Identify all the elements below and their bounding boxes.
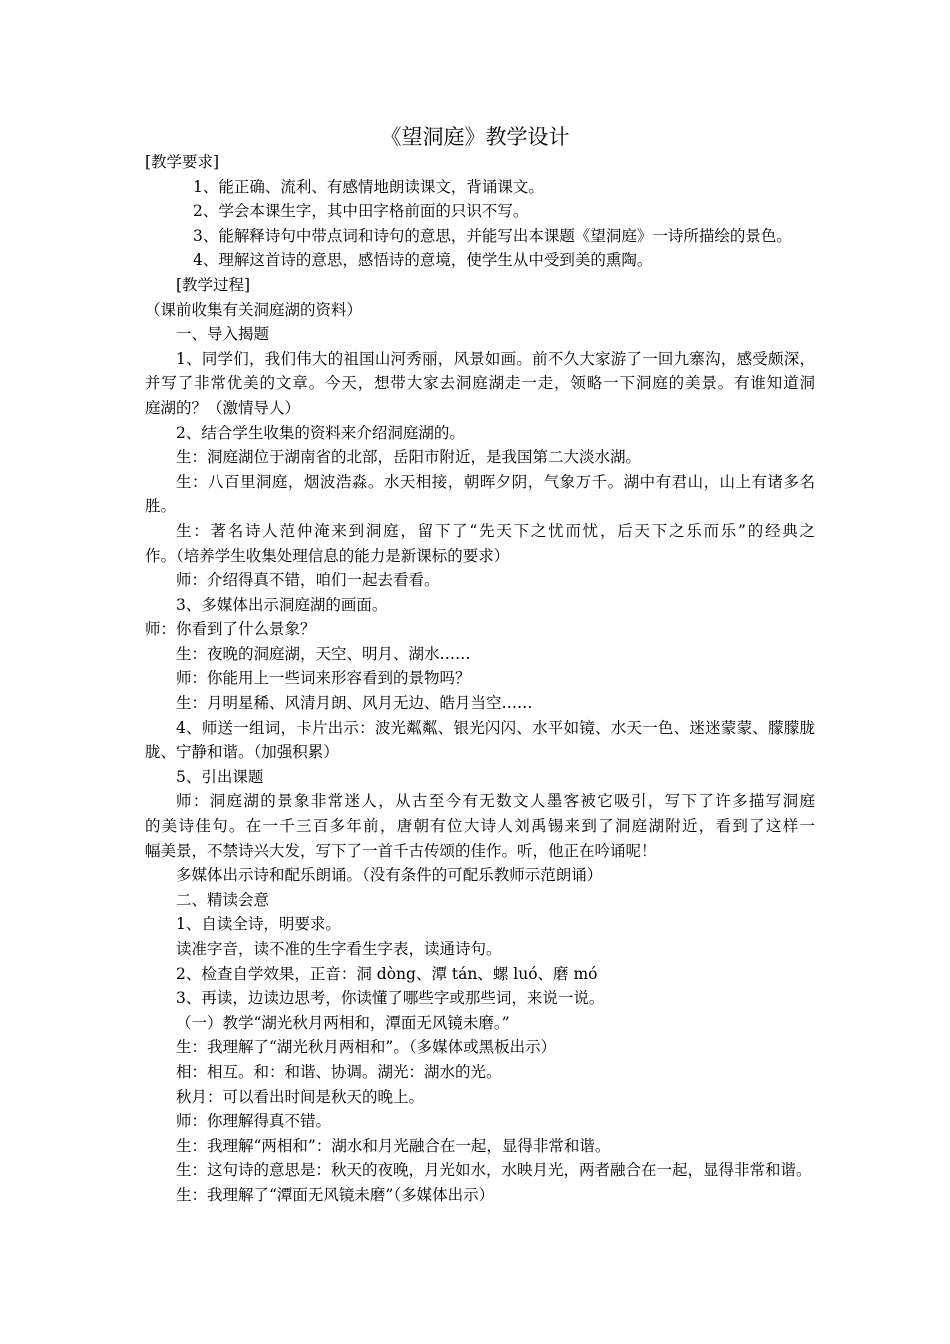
paragraph-line: 师：你理解得真不错。 xyxy=(176,1112,332,1131)
requirement-item: 2、学会本课生字，其中田字格前面的只识不写。 xyxy=(193,202,529,221)
paragraph-line: 生：著名诗人范仲淹来到洞庭，留下了“先天下之忧而忧，后天下之乐而乐”的经典之 xyxy=(176,521,815,540)
requirement-item: 4、理解这首诗的意思，感悟诗的意境，使学生从中受到美的熏陶。 xyxy=(193,251,653,270)
paragraph-line: 2、结合学生收集的资料来介绍洞庭湖的。 xyxy=(176,423,465,442)
paragraph-line: 作。（培养学生收集处理信息的能力是新课标的要求） xyxy=(145,546,510,565)
document-body xyxy=(145,150,815,1208)
requirement-item: 1、能正确、流利、有感情地朗读课文，背诵课文。 xyxy=(193,177,544,196)
paragraph-line: （课前收集有关洞庭湖的资料） xyxy=(145,300,363,319)
paragraph-line: 生：我理解了“潭面无风镜未磨”（多媒体出示） xyxy=(176,1185,495,1204)
paragraph-line: 师：洞庭湖的景象非常迷人，从古至今有无数文人墨客被它吸引，写下了许多描写洞庭 xyxy=(176,792,815,811)
paragraph-line: 相：相互。和：和谐、协调。湖光：湖水的光。 xyxy=(176,1062,502,1081)
paragraph-line: 生：我理解“两相和”：湖水和月光融合在一起，显得非常和谐。 xyxy=(176,1136,611,1155)
paragraph-line: （一）教学“湖光秋月两相和，潭面无风镜未磨。” xyxy=(176,1013,510,1032)
paragraph-line: 1、同学们，我们伟大的祖国山河秀丽，风景如画。前不久大家游了一回九寨沟，感受颇深， xyxy=(176,349,815,368)
paragraph-line: 胜。 xyxy=(145,497,177,516)
paragraph-line: 3、多媒体出示洞庭湖的画面。 xyxy=(176,595,388,614)
paragraph-line: 4、师送一组词，卡片出示：波光粼粼、银光闪闪、水平如镜、水天一色、迷迷蒙蒙、朦朦胧 xyxy=(176,718,815,737)
paragraph-line: 生：八百里洞庭，烟波浩淼。水天相接，朝晖夕阴，气象万千。湖中有君山，山上有诸多名 xyxy=(176,472,815,491)
paragraph-line: 秋月：可以看出时间是秋天的晚上。 xyxy=(176,1087,425,1106)
paragraph-line: 多媒体出示诗和配乐朗诵。（没有条件的可配乐教师示范朗诵） xyxy=(176,866,603,885)
paragraph-line: 幅美景，不禁诗兴大发，写下了一首千古传颂的佳作。听，他正在吟诵呢！ xyxy=(145,841,657,860)
document-title: 《望洞庭》教学设计 xyxy=(380,125,570,149)
paragraph-line: 1、自读全诗，明要求。 xyxy=(176,915,341,934)
paragraph-line: 生：月明星稀、风清月朗、风月无边、皓月当空…… xyxy=(176,694,533,713)
paragraph-line: 5、引出课题 xyxy=(176,767,264,786)
section-heading: [教学过程] xyxy=(176,275,251,294)
paragraph-line: 庭湖的？（激情导人） xyxy=(145,398,301,417)
paragraph-line: 胧、宁静和谐。（加强积累） xyxy=(145,743,339,762)
paragraph-line: 师：你看到了什么景象？ xyxy=(145,620,316,639)
subsection-heading: 二、精读会意 xyxy=(176,890,270,909)
paragraph-line: 3、再读，边读边思考，你读懂了哪些字或那些词，来说一说。 xyxy=(176,989,605,1008)
section-heading: [教学要求] xyxy=(145,153,220,171)
paragraph-line: 的美诗佳句。在一千三百多年前，唐朝有位大诗人刘禹锡来到了洞庭湖附近，看到了这样一 xyxy=(145,817,815,836)
paragraph-line: 并写了非常优美的文章。今天，想带大家去洞庭湖走一走，领略一下洞庭的美景。有谁知道洞 xyxy=(145,374,815,393)
requirement-item: 3、能解释诗句中带点词和诗句的意思，并能写出本课题《望洞庭》一诗所描绘的景色。 xyxy=(193,226,792,245)
paragraph-line: 生：这句诗的意思是：秋天的夜晚，月光如水，水映月光，两者融合在一起，显得非常和谐。 xyxy=(176,1161,812,1180)
paragraph-line: 生：我理解了“湖光秋月两相和”。（多媒体或黑板出示） xyxy=(176,1038,557,1057)
paragraph-line: 师：介绍得真不错，咱们一起去看看。 xyxy=(176,571,440,590)
subsection-heading: 一、导入揭题 xyxy=(176,325,270,344)
paragraph-line: 生：夜晚的洞庭湖，天空、明月、湖水…… xyxy=(176,644,471,663)
paragraph-line: 生：洞庭湖位于湖南省的北部，岳阳市附近，是我国第二大淡水湖。 xyxy=(176,448,642,467)
paragraph-line: 师：你能用上一些词来形容看到的景物吗？ xyxy=(176,669,471,688)
paragraph-line: 2、检查自学效果，正音：洞 dòng、潭 tán、螺 luó、磨 mó xyxy=(176,964,598,983)
paragraph-line: 读准字音，读不准的生字看生字表，读通诗句。 xyxy=(176,940,502,958)
